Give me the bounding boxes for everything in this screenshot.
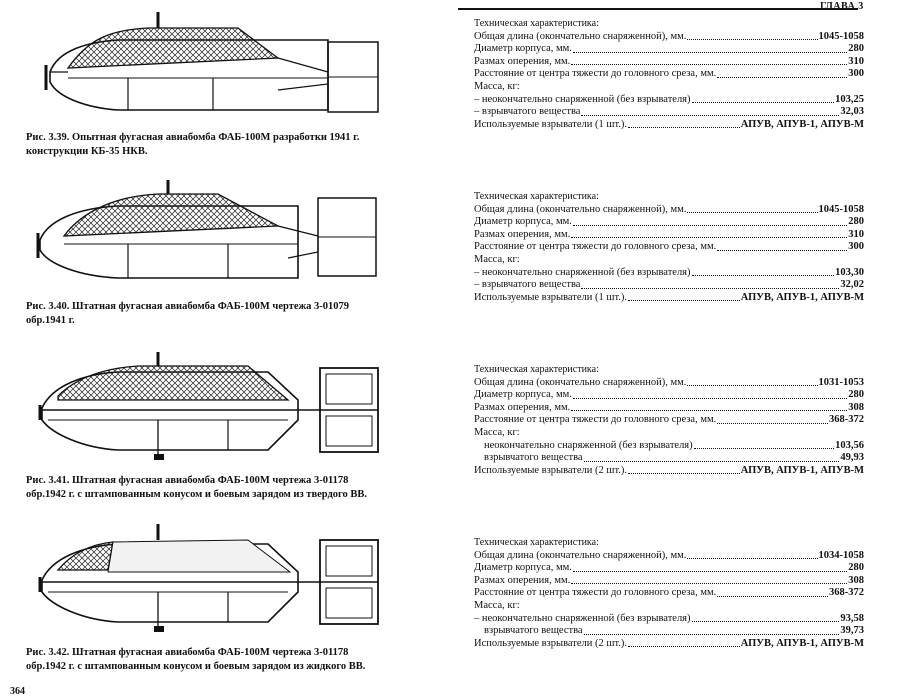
caption-fig-340: Рис. 3.40. Штатная фугасная авиабомба ФАБ-100М чертежа 3-01079 обр.1941 г. — [26, 301, 350, 326]
caption-fig-341: Рис. 3.41. Штатная фугасная авиабомба ФАБ-100М чертежа 3-01178 обр.1942 г. с штампованным конусом и боевым зарядом из твердого ВВ. — [26, 475, 368, 500]
bomb-drawing-1 — [28, 10, 388, 122]
page-number: 364 — [10, 686, 25, 697]
spec-table-fig-339: Техническая характеристика: Общая длина (окончательно снаряженной), мм. 1045-1058 Диаметр корпуса, мм. 280 Размах оперения, мм. 310 Расстояние от центра тяжести до головного среза, мм. 300 Масса, кг: – неокончательно снаряженной (без взрывателя) 103,25 – взрывчатого вещества 32,03 Используемые взрыватели (1 шт.). АПУВ, АПУВ-1, АПУВ-М — [474, 18, 864, 130]
caption-fig-342: Рис. 3.42. Штатная фугасная авиабомба ФАБ-100М чертежа 3-01178 обр.1942 г. с штампованным конусом и боевым зарядом из жидкого ВВ. — [26, 647, 366, 672]
spec-table-fig-341: Техническая характеристика: Общая длина (окончательно снаряженной), мм. 1031-1053 Диаметр корпуса, мм. 280 Размах оперения, мм. 308 Расстояние от центра тяжести до головного среза, мм. 368-372 Масса, кг: неокончательно снаряженной (без взрывателя) 103,56 взрывчатого вещества 49,93 Используемые взрыватели (2 шт.). АПУВ, АПУВ-1, АПУВ-М — [474, 364, 864, 476]
bomb-drawing-4 — [28, 522, 388, 634]
chapter-label: ГЛАВА 3 — [820, 1, 864, 12]
header-rule — [458, 8, 858, 10]
spec-table-fig-340: Техническая характеристика: Общая длина (окончательно снаряженной), мм. 1045-1058 Диаметр корпуса, мм. 280 Размах оперения, мм. 310 Расстояние от центра тяжести до головного среза, мм. 300 Масса, кг: – неокончательно снаряженной (без взрывателя) 103,30 – взрывчатого вещества 32,02 Используемые взрыватели (1 шт.). АПУВ, АПУВ-1, АПУВ-М — [474, 191, 864, 303]
caption-fig-339: Рис. 3.39. Опытная фугасная авиабомба ФАБ-100М разработки 1941 г. конструкции КБ-35 НКВ. — [26, 132, 360, 157]
spec-table-fig-342: Техническая характеристика: Общая длина (окончательно снаряженной), мм. 1034-1058 Диаметр корпуса, мм. 280 Размах оперения, мм. 308 Расстояние от центра тяжести до головного среза, мм. 368-372 Масса, кг: – неокончательно снаряженной (без взрывателя) 93,58 взрывчатого вещества 39,73 Используемые взрыватели (2 шт.). АПУВ, АПУВ-1, АПУВ-М — [474, 537, 864, 649]
bomb-drawing-2 — [28, 178, 388, 290]
bomb-drawing-3 — [28, 350, 388, 462]
